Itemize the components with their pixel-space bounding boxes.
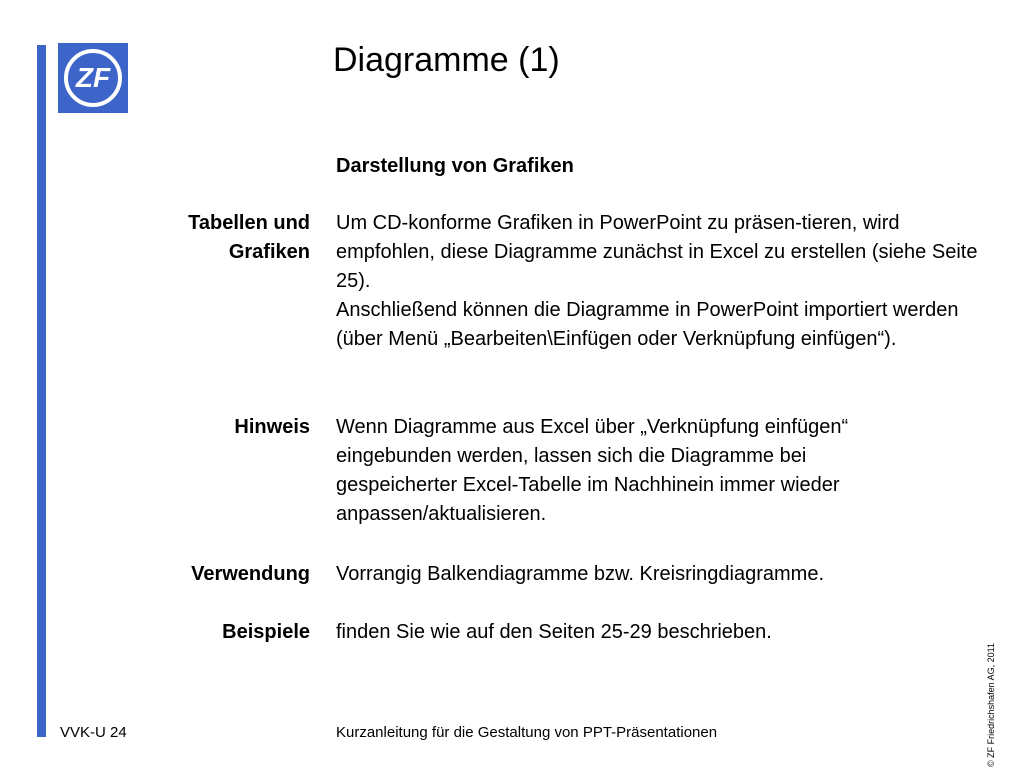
text-hinweis: Wenn Diagramme aus Excel über „Verknüpfung einfügen“ eingebunden werden, lassen sich die Diagramme bei gespeicherter Excel-Tabelle im Nachhinein immer wieder anpassen/aktualisieren. bbox=[336, 416, 849, 525]
copyright-notice: © ZF Friedrichshafen AG, 2011 bbox=[986, 642, 996, 767]
page-title: Diagramme (1) bbox=[333, 41, 560, 79]
label-tabellen-und-grafiken bbox=[70, 209, 310, 267]
text-verwendung: Vorrangig Balkendiagramme bzw. Kreisringdiagramme. bbox=[336, 563, 825, 585]
left-accent-bar bbox=[37, 45, 46, 737]
zf-logo bbox=[58, 43, 128, 113]
label-line: Grafiken bbox=[228, 241, 310, 263]
label-beispiele: Beispiele bbox=[222, 621, 310, 643]
label-line: Tabellen und bbox=[188, 212, 310, 234]
section-heading: Darstellung von Grafiken bbox=[336, 155, 574, 177]
zf-logo-text: ZF bbox=[75, 62, 111, 93]
text-tabellen-und-grafiken bbox=[336, 209, 996, 354]
paragraph: Um CD-konforme Grafiken in PowerPoint zu präsen-tieren, wird empfohlen, diese Diagramme zunächst in Excel zu erstellen (siehe Seite 25). bbox=[336, 212, 978, 292]
label-hinweis: Hinweis bbox=[234, 416, 310, 438]
zf-logo-icon bbox=[62, 47, 124, 109]
footer-page-id: VVK-U 24 bbox=[60, 724, 127, 741]
paragraph: Anschließend können die Diagramme in PowerPoint importiert werden (über Menü „Bearbeiten\Einfügen oder Verknüpfung einfügen“). bbox=[336, 299, 959, 350]
label-verwendung: Verwendung bbox=[191, 563, 310, 585]
footer-document-title: Kurzanleitung für die Gestaltung von PPT-Präsentationen bbox=[336, 724, 718, 741]
text-beispiele: finden Sie wie auf den Seiten 25-29 beschrieben. bbox=[336, 621, 772, 643]
